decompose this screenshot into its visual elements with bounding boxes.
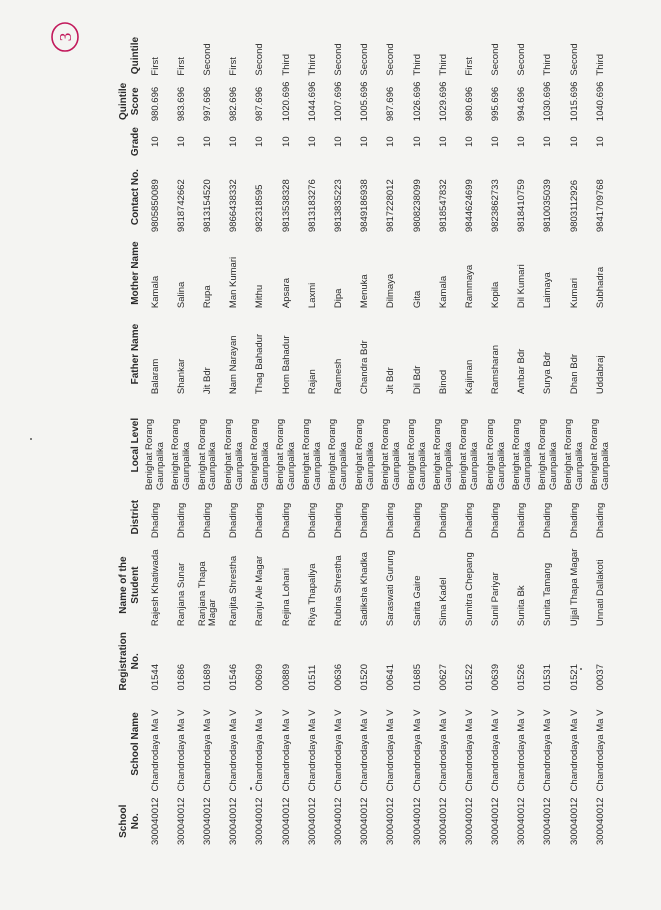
cell-registration-no: 01544 <box>149 664 161 691</box>
cell-registration-no: 01521 <box>568 664 580 691</box>
cell-grade: 10 <box>202 136 213 147</box>
cell-district: Dhading <box>202 502 213 539</box>
cell-registration-no: 00641 <box>385 664 397 691</box>
cell-local-level: Benighat Rorang Gaunpalika <box>327 418 350 491</box>
cell-quintile: First <box>175 57 187 76</box>
table-row <box>143 33 169 848</box>
cell-quintile-score: 1044.696 <box>306 81 318 122</box>
cell-school-no: 300040012 <box>202 797 213 845</box>
cell-father-name: Binod <box>437 369 449 395</box>
cell-school-no: 300040012 <box>437 797 449 845</box>
cell-district: Dhading <box>568 502 580 539</box>
cell-father-name: Ambar Bdr <box>516 348 528 395</box>
cell-mother-name: Rammaya <box>463 264 475 309</box>
cell-contact-no: 982318595 <box>254 184 266 233</box>
cell-district: Dhading <box>437 502 449 539</box>
cell-student-name: Rubina Shrestha <box>332 555 344 627</box>
cell-mother-name: Kamala <box>437 275 449 309</box>
cell-school-no: 300040012 <box>175 797 187 845</box>
cell-local-level: Benighat Rorang Gaunpalika <box>275 418 298 491</box>
cell-registration-no: 00639 <box>490 664 502 691</box>
cell-school-name: Chandrodaya Ma V <box>149 709 161 792</box>
table-row <box>562 33 588 848</box>
cell-mother-name: Rupa <box>202 285 213 309</box>
cell-local-level: Benighat Rorang Gaunpalika <box>563 418 586 491</box>
cell-student-name: Unnati Dallakoti <box>594 559 606 627</box>
cell-mother-name: Salina <box>175 281 187 309</box>
cell-student-name: Rejina Lohani <box>280 567 292 627</box>
cell-father-name: Kajiman <box>463 359 475 395</box>
header-quintile: Quintile <box>129 36 141 75</box>
header-school-no: School No. <box>118 804 141 838</box>
cell-registration-no: 00889 <box>280 664 292 691</box>
cell-local-level: Benighat Rorang Gaunpalika <box>301 418 324 491</box>
cell-quintile-score: 980.696 <box>149 86 161 122</box>
cell-quintile-score: 1005.696 <box>359 81 371 122</box>
cell-student-name: Sadiksha Khadka <box>359 552 371 627</box>
cell-district: Dhading <box>594 502 606 539</box>
cell-district: Dhading <box>411 502 423 539</box>
cell-contact-no: 9813183276 <box>306 179 318 233</box>
cell-quintile-score: 995.696 <box>490 86 502 122</box>
svg-text:3: 3 <box>56 32 75 42</box>
cell-father-name: Ramesh <box>332 358 344 395</box>
table-row <box>405 33 431 848</box>
cell-student-name: Sunita Tamang <box>542 562 554 627</box>
cell-school-name: Chandrodaya Ma V <box>254 709 266 792</box>
cell-quintile-score: 1040.696 <box>594 81 606 122</box>
cell-father-name: Uddabraj <box>594 355 606 395</box>
cell-contact-no: 9818742662 <box>175 179 187 233</box>
cell-quintile-score: 987.696 <box>385 86 397 122</box>
cell-quintile: First <box>463 57 475 76</box>
cell-school-name: Chandrodaya Ma V <box>463 709 475 792</box>
cell-grade: 10 <box>385 136 397 147</box>
cell-registration-no: 01520 <box>359 664 371 691</box>
cell-quintile: Third <box>411 53 423 76</box>
cell-mother-name: Dilmaya <box>385 273 397 309</box>
cell-school-name: Chandrodaya Ma V <box>332 709 344 792</box>
cell-school-no: 300040012 <box>542 797 554 845</box>
cell-school-no: 300040012 <box>385 797 397 845</box>
cell-quintile: Second <box>202 43 213 76</box>
cell-contact-no: 9817228012 <box>385 179 397 233</box>
table-row <box>169 33 195 848</box>
cell-mother-name: Mithu <box>254 284 266 309</box>
cell-quintile-score: 1020.696 <box>280 81 292 122</box>
cell-mother-name: Man Kumari <box>228 256 240 309</box>
cell-local-level: Benighat Rorang Gaunpalika <box>222 418 245 491</box>
cell-registration-no: 01686 <box>175 664 187 691</box>
cell-contact-no: 9841709768 <box>594 179 606 233</box>
cell-father-name: Balaram <box>149 358 161 395</box>
table-row <box>248 33 274 848</box>
cell-registration-no: 01546 <box>228 664 240 691</box>
handwritten-page-number-circle <box>48 20 82 54</box>
header-district: District <box>129 499 141 535</box>
cell-school-name: Chandrodaya Ma V <box>280 709 292 792</box>
cell-grade: 10 <box>490 136 502 147</box>
cell-local-level: Benighat Rorang Gaunpalika <box>589 418 612 491</box>
table-row <box>379 33 405 848</box>
table-row <box>536 33 562 848</box>
cell-local-level: Benighat Rorang Gaunpalika <box>196 418 219 491</box>
cell-father-name: Jit Bdr <box>202 367 213 395</box>
table-row <box>222 33 248 848</box>
cell-school-no: 300040012 <box>254 797 266 845</box>
cell-grade: 10 <box>149 136 161 147</box>
cell-local-level: Benighat Rorang Gaunpalika <box>170 418 193 491</box>
cell-registration-no: 01689 <box>202 664 213 691</box>
cell-grade: 10 <box>228 136 240 147</box>
cell-local-level: Benighat Rorang Gaunpalika <box>536 418 559 491</box>
cell-student-name: Sima Kadel <box>437 577 449 627</box>
cell-student-name: Ranjana Sunar <box>175 562 187 627</box>
student-quintile-table <box>118 33 614 848</box>
cell-mother-name: Dil Kumari <box>516 264 528 309</box>
cell-quintile: Second <box>568 43 580 76</box>
cell-district: Dhading <box>280 502 292 539</box>
cell-school-name: Chandrodaya Ma V <box>175 709 187 792</box>
cell-mother-name: Subhadra <box>594 266 606 309</box>
cell-quintile-score: 997.696 <box>202 86 213 122</box>
cell-quintile: First <box>228 57 240 76</box>
cell-grade: 10 <box>359 136 371 147</box>
cell-registration-no: 00037 <box>594 664 606 691</box>
table-row <box>195 33 221 848</box>
cell-school-name: Chandrodaya Ma V <box>359 709 371 792</box>
cell-quintile: Second <box>490 43 502 76</box>
header-registration-no: Registration No. <box>118 632 141 691</box>
table-row <box>510 33 536 848</box>
cell-father-name: Jit Bdr <box>385 367 397 395</box>
cell-district: Dhading <box>516 502 528 539</box>
cell-grade: 10 <box>306 136 318 147</box>
table-row <box>300 33 326 848</box>
cell-contact-no: 9805850089 <box>149 179 161 233</box>
header-father-name: Father Name <box>129 323 141 385</box>
cell-local-level: Benighat Rorang Gaunpalika <box>484 418 507 491</box>
header-student-name: Name of the Student <box>118 556 141 614</box>
cell-quintile-score: 994.696 <box>516 86 528 122</box>
cell-school-no: 300040012 <box>149 797 161 845</box>
cell-quintile: Second <box>254 43 266 76</box>
cell-quintile-score: 987.696 <box>254 86 266 122</box>
cell-grade: 10 <box>254 136 266 147</box>
cell-grade: 10 <box>175 136 187 147</box>
cell-quintile: Second <box>516 43 528 76</box>
cell-local-level: Benighat Rorang Gaunpalika <box>144 418 167 491</box>
header-local-level: Local Level <box>129 417 141 473</box>
cell-quintile: Third <box>542 53 554 76</box>
header-school-name: School Name <box>129 712 141 776</box>
cell-quintile-score: 1030.696 <box>542 81 554 122</box>
header-mother-name: Mother Name <box>129 241 141 305</box>
cell-contact-no: 9813835223 <box>332 179 344 233</box>
table-row <box>431 33 457 848</box>
cell-school-name: Chandrodaya Ma V <box>594 709 606 792</box>
cell-father-name: Chandra Bdr <box>359 340 371 395</box>
cell-grade: 10 <box>332 136 344 147</box>
cell-student-name: Rajesh Khatiwada <box>149 549 161 627</box>
cell-contact-no: 9866438332 <box>228 179 240 233</box>
cell-quintile: Third <box>306 53 318 76</box>
cell-school-no: 300040012 <box>594 797 606 845</box>
cell-registration-no: 01511 <box>306 664 318 691</box>
cell-school-name: Chandrodaya Ma V <box>437 709 449 792</box>
cell-local-level: Benighat Rorang Gaunpalika <box>353 418 376 491</box>
cell-student-name: Ranjana Thapa Magar <box>196 561 219 627</box>
cell-father-name: Shankar <box>175 358 187 395</box>
cell-quintile: Second <box>359 43 371 76</box>
cell-contact-no: 9810035039 <box>542 179 554 233</box>
cell-local-level: Benighat Rorang Gaunpalika <box>248 418 271 491</box>
cell-contact-no: 9803112926 <box>568 179 580 233</box>
cell-local-level: Benighat Rorang Gaunpalika <box>432 418 455 491</box>
header-contact-no: Contact No. <box>129 169 141 226</box>
cell-school-name: Chandrodaya Ma V <box>568 709 580 792</box>
cell-father-name: Thag Bahadur <box>254 333 266 395</box>
cell-local-level: Benighat Rorang Gaunpalika <box>458 418 481 491</box>
cell-mother-name: Dipa <box>332 288 344 309</box>
cell-contact-no: 9818547832 <box>437 179 449 233</box>
cell-quintile: Second <box>332 43 344 76</box>
cell-district: Dhading <box>542 502 554 539</box>
cell-mother-name: Kopila <box>490 281 502 309</box>
cell-quintile-score: 980.696 <box>463 86 475 122</box>
cell-local-level: Benighat Rorang Gaunpalika <box>406 418 428 491</box>
cell-school-no: 300040012 <box>490 797 502 845</box>
cell-school-no: 300040012 <box>332 797 344 845</box>
cell-mother-name: Laxmi <box>306 282 318 309</box>
header-grade: Grade <box>129 127 141 157</box>
cell-district: Dhading <box>490 502 502 539</box>
cell-grade: 10 <box>568 136 580 147</box>
cell-grade: 10 <box>542 136 554 147</box>
cell-school-name: Chandrodaya Ma V <box>228 709 240 792</box>
cell-district: Dhading <box>385 502 397 539</box>
scan-speck <box>30 438 32 440</box>
cell-father-name: Ramsharan <box>490 344 502 395</box>
cell-student-name: Sunil Pariyar <box>490 572 502 627</box>
cell-school-no: 300040012 <box>463 797 475 845</box>
cell-grade: 10 <box>411 136 423 147</box>
cell-local-level: Benighat Rorang Gaunpalika <box>510 418 533 491</box>
table-header <box>118 33 143 848</box>
cell-quintile-score: 982.696 <box>228 86 240 122</box>
cell-contact-no: 9818410759 <box>516 179 528 233</box>
cell-contact-no: 9844624699 <box>463 179 475 233</box>
cell-district: Dhading <box>463 502 475 539</box>
cell-father-name: Rajan <box>306 369 318 395</box>
table-row <box>274 33 300 848</box>
cell-student-name: Saraswati Gurung <box>385 550 397 627</box>
cell-registration-no: 01685 <box>411 664 423 691</box>
cell-student-name: Sunita Bk <box>516 585 528 627</box>
table-row <box>326 33 352 848</box>
cell-registration-no: 00636 <box>332 664 344 691</box>
cell-local-level: Benighat Rorang Gaunpalika <box>379 418 402 491</box>
cell-quintile: Third <box>280 53 292 76</box>
cell-student-name: Riya Thapaliya <box>306 563 318 627</box>
cell-school-name: Chandrodaya Ma V <box>202 709 213 792</box>
cell-school-name: Chandrodaya Ma V <box>411 709 423 792</box>
cell-contact-no: 9849186938 <box>359 179 371 233</box>
cell-school-no: 300040012 <box>306 797 318 845</box>
cell-grade: 10 <box>594 136 606 147</box>
cell-district: Dhading <box>175 502 187 539</box>
cell-school-name: Chandrodaya Ma V <box>306 709 318 792</box>
cell-father-name: Nam Narayan <box>228 335 240 395</box>
cell-district: Dhading <box>254 502 266 539</box>
cell-mother-name: Gita <box>411 290 423 309</box>
cell-quintile: Third <box>437 53 449 76</box>
cell-student-name: Ranju Ale Magar <box>254 555 266 627</box>
cell-district: Dhading <box>332 502 344 539</box>
cell-mother-name: Kumari <box>568 278 580 309</box>
cell-school-no: 300040012 <box>411 797 423 845</box>
cell-quintile-score: 1007.696 <box>332 81 344 122</box>
cell-registration-no: 00609 <box>254 664 266 691</box>
scan-speck <box>580 668 582 670</box>
cell-student-name: Ujjal Thapa Magar <box>568 548 580 627</box>
cell-grade: 10 <box>463 136 475 147</box>
table-body <box>143 33 614 848</box>
cell-registration-no: 00627 <box>437 664 449 691</box>
cell-registration-no: 01526 <box>516 664 528 691</box>
cell-quintile: Second <box>385 43 397 76</box>
cell-mother-name: Apsara <box>280 277 292 309</box>
cell-grade: 10 <box>437 136 449 147</box>
cell-district: Dhading <box>359 502 371 539</box>
cell-school-no: 300040012 <box>516 797 528 845</box>
cell-grade: 10 <box>280 136 292 147</box>
cell-district: Dhading <box>228 502 240 539</box>
cell-school-no: 300040012 <box>568 797 580 845</box>
cell-registration-no: 01522 <box>463 664 475 691</box>
cell-student-name: Sumitra Chepang <box>463 552 475 627</box>
cell-quintile-score: 983.696 <box>175 86 187 122</box>
cell-school-no: 300040012 <box>228 797 240 845</box>
cell-district: Dhading <box>306 502 318 539</box>
cell-student-name: Sarita Gaire <box>411 575 423 627</box>
cell-mother-name: Kamala <box>149 275 161 309</box>
cell-quintile: First <box>149 57 161 76</box>
cell-father-name: Hom Bahadur <box>280 335 292 395</box>
cell-school-name: Chandrodaya Ma V <box>385 709 397 792</box>
table-row <box>483 33 509 848</box>
cell-contact-no: 9813538328 <box>280 179 292 233</box>
cell-quintile-score: 1029.696 <box>437 81 449 122</box>
cell-father-name: Surya Bdr <box>542 351 554 395</box>
cell-mother-name: Menuka <box>359 274 371 309</box>
cell-student-name: Ranjita Shrestha <box>228 555 240 627</box>
cell-quintile-score: 1015.696 <box>568 81 580 122</box>
cell-school-name: Chandrodaya Ma V <box>542 709 554 792</box>
cell-father-name: Dhan Bdr <box>568 353 580 395</box>
table-row <box>353 33 379 848</box>
cell-school-no: 300040012 <box>280 797 292 845</box>
cell-contact-no: 9823862733 <box>490 179 502 233</box>
cell-grade: 10 <box>516 136 528 147</box>
header-quintile-score: Quintile Score <box>118 82 141 120</box>
table-row <box>588 33 614 848</box>
cell-registration-no: 01531 <box>542 664 554 691</box>
scan-speck <box>250 787 252 790</box>
cell-contact-no: 9813154520 <box>202 179 213 233</box>
cell-contact-no: 9808238099 <box>411 179 423 233</box>
cell-quintile: Third <box>594 53 606 76</box>
cell-quintile-score: 1026.696 <box>411 81 423 122</box>
cell-school-name: Chandrodaya Ma V <box>490 709 502 792</box>
cell-mother-name: Laimaya <box>542 272 554 309</box>
table-row <box>457 33 483 848</box>
cell-father-name: Dil Bdr <box>411 365 423 395</box>
cell-school-no: 300040012 <box>359 797 371 845</box>
cell-district: Dhading <box>149 502 161 539</box>
cell-school-name: Chandrodaya Ma V <box>516 709 528 792</box>
